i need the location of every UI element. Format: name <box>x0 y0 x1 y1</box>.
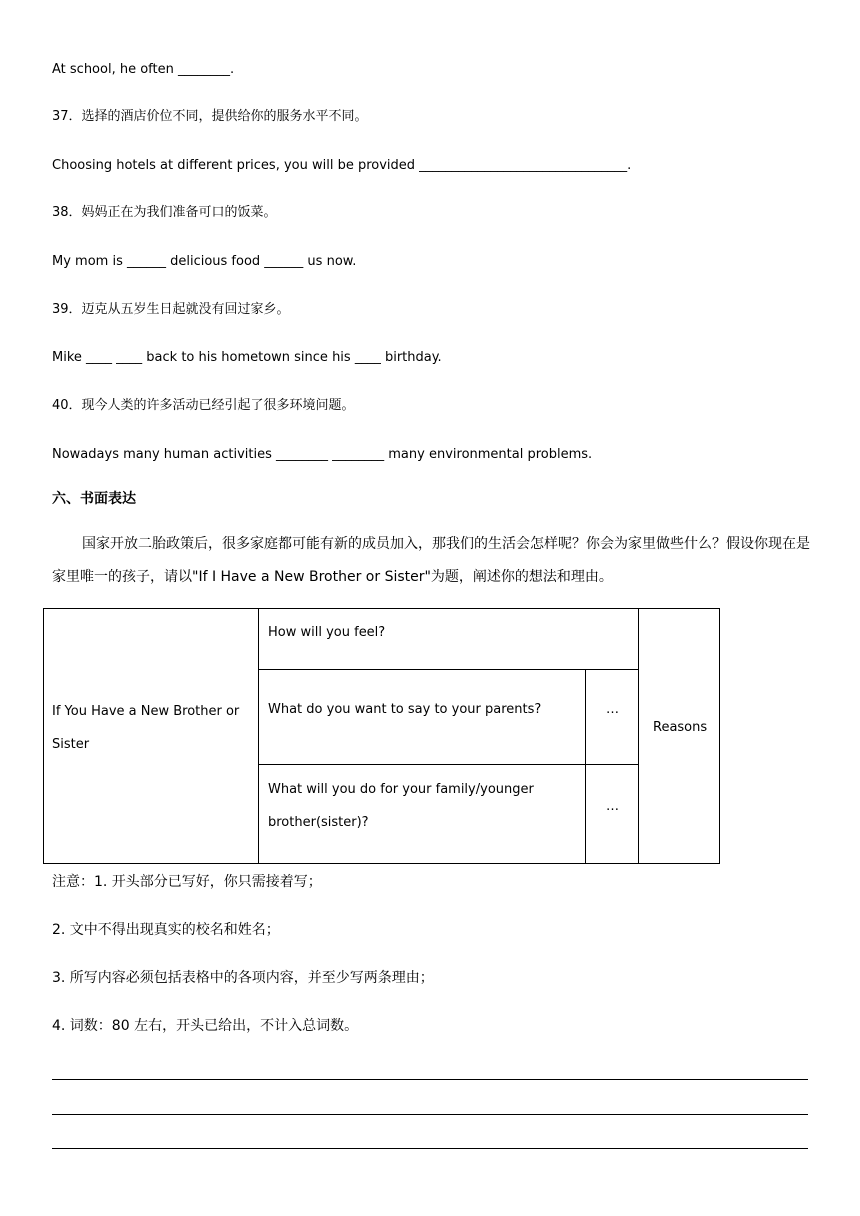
question-parents: What do you want to say to your parents? <box>268 702 542 717</box>
section-heading: 六、书面表达 <box>52 491 136 507</box>
topic-label-line2: Sister <box>52 737 90 752</box>
exercise-sentence: At school, he often ________. <box>52 62 235 77</box>
question-39-prompt: 39．迈克从五岁生日起就没有回过家乡。 <box>52 302 290 317</box>
question-40-prompt: 40．现今人类的许多活动已经引起了很多环境问题。 <box>52 398 355 413</box>
answer-line[interactable] <box>52 1148 808 1149</box>
question-38-sentence: My mom is ______ delicious food ______ us now. <box>52 254 357 269</box>
note-2: 2. 文中不得出现真实的校名和姓名； <box>52 922 280 938</box>
reasons-label: Reasons <box>653 720 708 735</box>
question-38-prompt: 38．妈妈正在为我们准备可口的饭菜。 <box>52 205 277 220</box>
answer-line[interactable] <box>52 1079 808 1080</box>
ellipsis-2: … <box>606 799 619 814</box>
question-family-line1: What will you do for your family/younger <box>268 782 534 797</box>
topic-label-line1: If You Have a New Brother or <box>52 704 240 719</box>
question-family-line2: brother(sister)? <box>268 815 369 830</box>
outline-table <box>43 608 720 864</box>
question-feel: How will you feel? <box>268 625 386 640</box>
ellipsis-1: … <box>606 702 619 717</box>
answer-line[interactable] <box>52 1114 808 1115</box>
question-39-sentence: Mike ____ ____ back to his hometown since his ____ birthday. <box>52 350 442 365</box>
writing-instructions: 国家开放二胎政策后，很多家庭都可能有新的成员加入，那我们的生活会怎样呢？你会为家里做些什么？假设你现在是家里唯一的孩子，请以"If I Have a New Brother or Sister"为题，阐述你的想法和理由。 <box>52 536 810 585</box>
note-1: 注意：1. 开头部分已写好，你只需接着写； <box>52 874 322 890</box>
note-4: 4. 词数：80 左右，开头已给出，不计入总词数。 <box>52 1018 359 1034</box>
question-37-sentence: Choosing hotels at different prices, you will be provided ________________________________. <box>52 158 632 173</box>
note-3: 3. 所写内容必须包括表格中的各项内容，并至少写两条理由； <box>52 970 434 986</box>
question-40-sentence: Nowadays many human activities ________ ________ many environmental problems. <box>52 447 593 462</box>
question-37-prompt: 37．选择的酒店价位不同，提供给你的服务水平不同。 <box>52 109 368 124</box>
